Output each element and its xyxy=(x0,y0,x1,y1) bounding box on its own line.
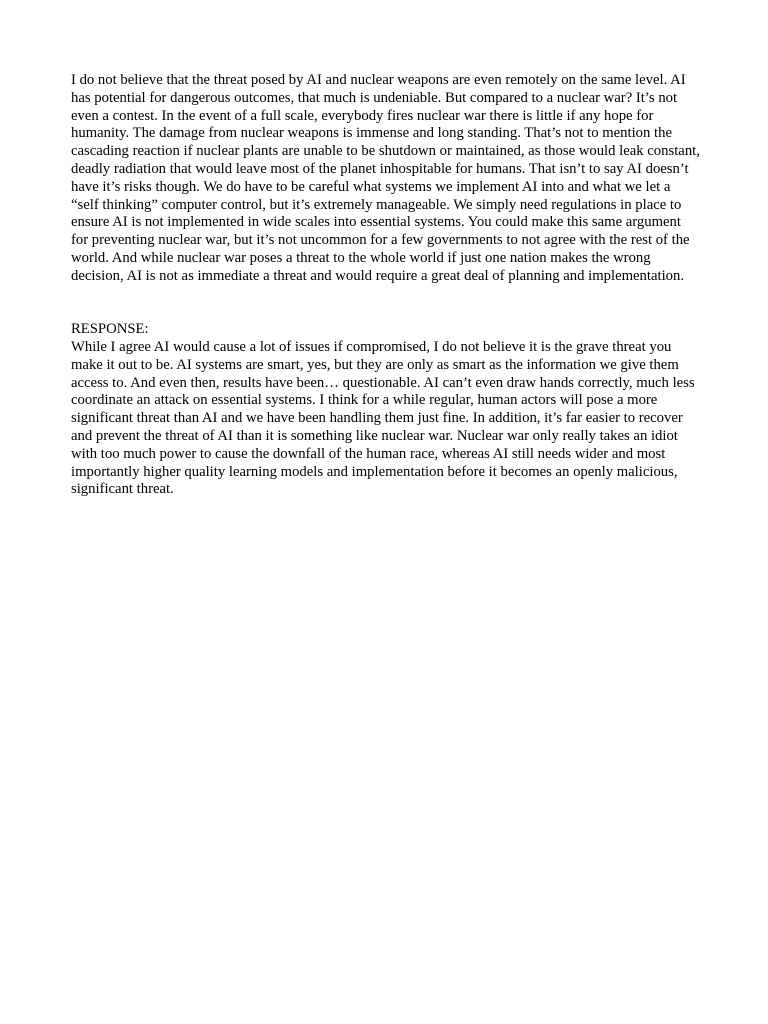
document-page xyxy=(71,72,701,499)
response-paragraph: While I agree AI would cause a lot of issues if compromised, I do not believe it is the grave threat you make it out to be. AI systems are smart, yes, but they are only as smart as the information we give them access to. And even then, results have been… questionable. AI can’t even draw hands correctly, much less coordinate an attack on essential systems. I think for a while regular, human actors will pose a more significant threat than AI and we have been handling them just fine. In addition, it’s far easier to recover and prevent the threat of AI than it is something like nuclear war. Nuclear war only really takes an idiot with too much power to cause the downfall of the human race, whereas AI still needs wider and most importantly higher quality learning models and implementation before it becomes an openly malicious, significant threat. xyxy=(71,338,695,498)
opinion-paragraph: I do not believe that the threat posed by AI and nuclear weapons are even remotely on the same level. AI has potential for dangerous outcomes, that much is undeniable. But compared to a nuclear war? It’s not even a contest. In the event of a full scale, everybody fires nuclear war there is little if any hope for humanity. The damage from nuclear weapons is immense and long standing. That’s not to mention the cascading reaction if nuclear plants are unable to be shutdown or maintained, as those would leak constant, deadly radiation that would leave most of the planet inhospitable for humans. That isn’t to say AI doesn’t have it’s risks though. We do have to be careful what systems we implement AI into and what we let a “self thinking” computer control, but it’s extremely manageable. We simply need regulations in place to ensure AI is not implemented in wide scales into essential systems. You could make this same argument for preventing nuclear war, but it’s not uncommon for a few governments to not agree with the rest of the world. And while nuclear war poses a threat to the whole world if just one nation makes the wrong decision, AI is not as immediate a threat and would require a great deal of planning and implementation. xyxy=(71,72,700,284)
paragraph-spacer xyxy=(71,286,701,322)
response-label: RESPONSE: xyxy=(71,321,149,338)
